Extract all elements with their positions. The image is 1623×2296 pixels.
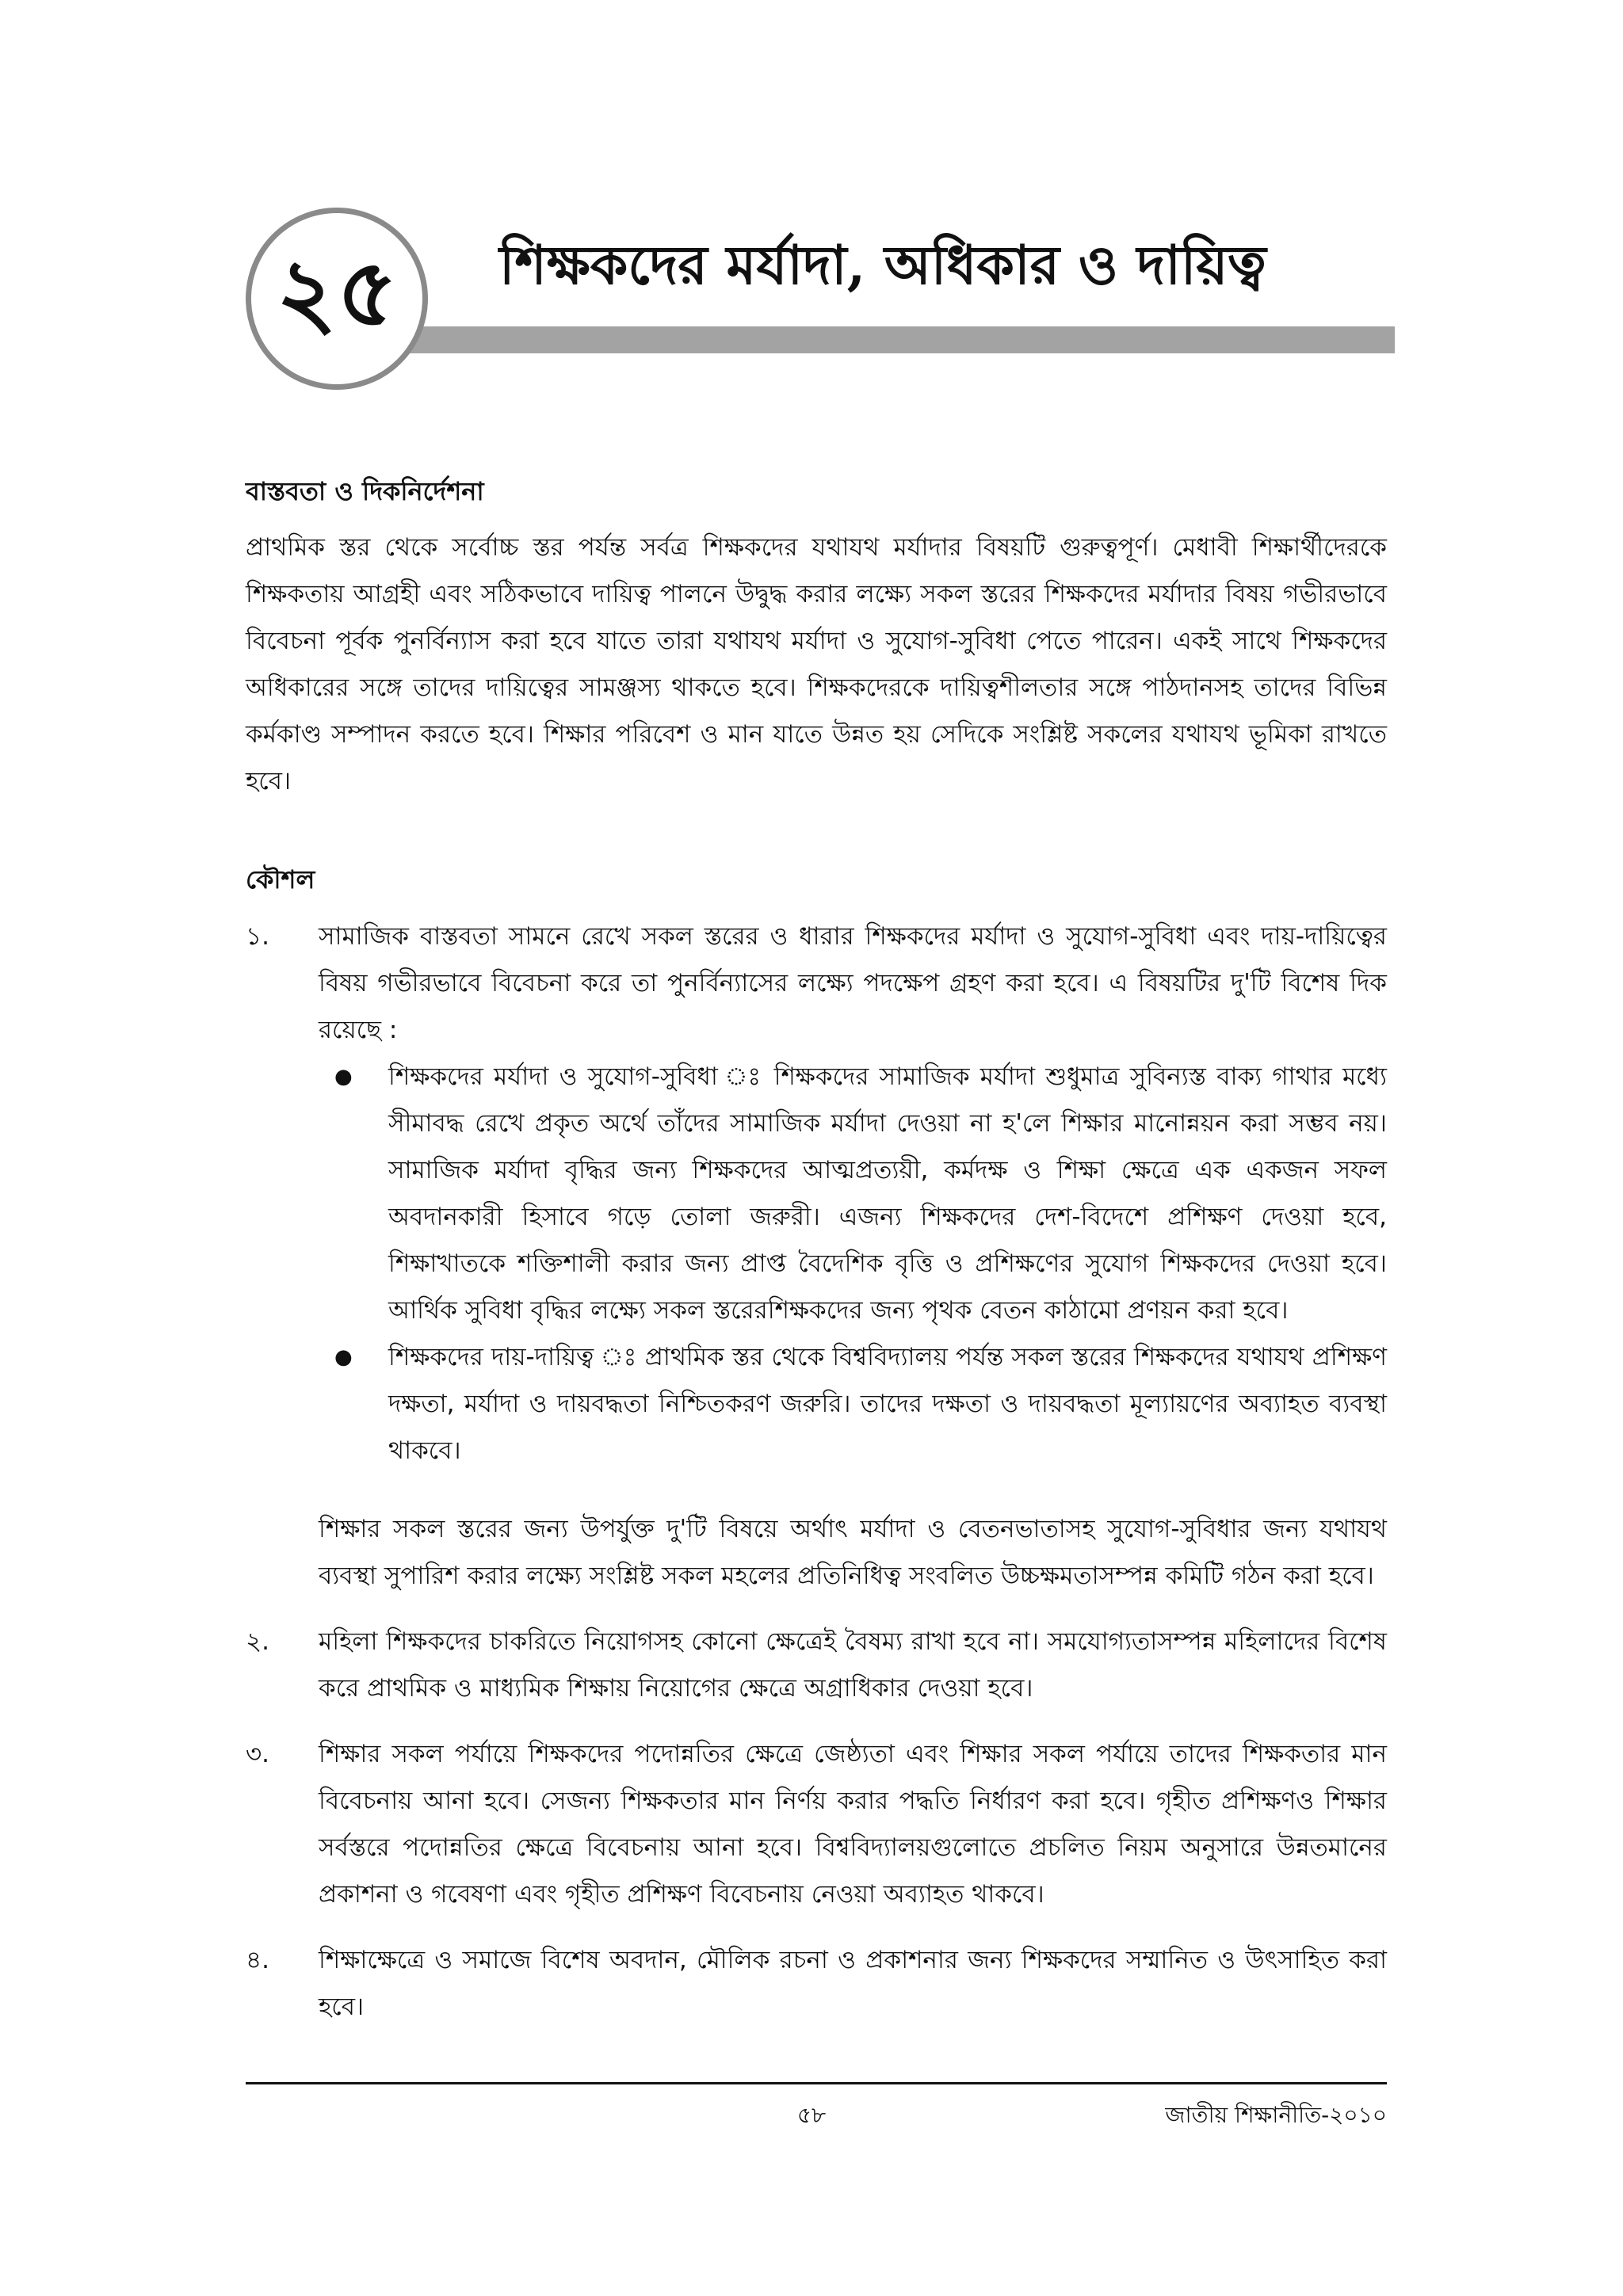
footer-document-title: জাতীয় শিক্ষানীতি-২০১০	[1165, 2102, 1387, 2128]
strategy-item-2	[246, 1619, 1387, 1712]
strategy-item-number: ১.	[246, 922, 269, 952]
strategy-item-number: ২.	[246, 1627, 270, 1657]
bullet-dot-icon: ●	[334, 1065, 353, 1089]
strategy-item-text: শিক্ষার সকল পর্যায়ে শিক্ষকদের পদোন্নতির ক্ষেত্রে জেষ্ঠ্যতা এবং শিক্ষার সকল পর্যায়ে তাদের শিক্ষকতার মান বিবেচনায় আনা হবে। সেজন্য শিক্ষকতার মান নির্ণয় করার পদ্ধতি নির্ধারণ করা হবে। গৃহীত প্রশিক্ষণও শিক্ষার সর্বস্তরে পদোন্নতির ক্ষেত্রে বিবেচনায় আনা হবে। বিশ্ববিদ্যালয়গুলোতে প্রচলিত নিয়ম অনুসারে উন্নতমানের প্রকাশনা ও গবেষণা এবং গৃহীত প্রশিক্ষণ বিবেচনায় নেওয়া অব্যাহত থাকবে।	[319, 1740, 1387, 1909]
bullet-item-responsibility	[319, 1334, 1387, 1474]
bullet-dot-icon: ●	[334, 1345, 353, 1370]
strategy-item-number: ৪.	[246, 1946, 269, 1975]
section-heading-reality: বাস্তবতা ও দিকনির্দেশনা	[246, 476, 484, 506]
page-number: ৫৮	[796, 2102, 827, 2128]
chapter-number-badge: ২৫	[246, 208, 428, 390]
strategy-list	[246, 913, 1387, 2031]
bullet-text: শিক্ষকদের মর্যাদা ও সুযোগ-সুবিধা ঃ শিক্ষকদের সামাজিক মর্যাদা শুধুমাত্র সুবিন্যস্ত বাক্য গাথার মধ্যে সীমাবদ্ধ রেখে প্রকৃত অর্থে তাঁদের সামাজিক মর্যাদা দেওয়া না হ'লে শিক্ষার মানোন্নয়ন করা সম্ভব নয়। সামাজিক মর্যাদা বৃদ্ধির জন্য শিক্ষকদের আত্মপ্রত্যয়ী, কর্মদক্ষ ও শিক্ষা ক্ষেত্রে এক একজন সফল অবদানকারী হিসাবে গড়ে তোলা জরুরী। এজন্য শিক্ষকদের দেশ-বিদেশে প্রশিক্ষণ দেওয়া হবে, শিক্ষাখাতকে শক্তিশালী করার জন্য প্রাপ্ত বৈদেশিক বৃত্তি ও প্রশিক্ষণের সুযোগ শিক্ষকদের দেওয়া হবে। আর্থিক সুবিধা বৃদ্ধির লক্ষ্যে সকল স্তরেরশিক্ষকদের জন্য পৃথক বেতন কাঠামো প্রণয়ন করা হবে।	[388, 1062, 1387, 1325]
reality-paragraph: প্রাথমিক স্তর থেকে সর্বোচ্চ স্তর পর্যন্ত সর্বত্র শিক্ষকদের যথাযথ মর্যাদার বিষয়টি গুরুত্বপূর্ণ। মেধাবী শিক্ষার্থীদেরকে শিক্ষকতায় আগ্রহী এবং সঠিকভাবে দায়িত্ব পালনে উদ্বুদ্ধ করার লক্ষ্যে সকল স্তরের শিক্ষকদের মর্যাদার বিষয় গভীরভাবে বিবেচনা পূর্বক পুনর্বিন্যাস করা হবে যাতে তারা যথাযথ মর্যাদা ও সুযোগ-সুবিধা পেতে পারেন। একই সাথে শিক্ষকদের অধিকারের সঙ্গে তাদের দায়িত্বের সামঞ্জস্য থাকতে হবে। শিক্ষকদেরকে দায়িত্বশীলতার সঙ্গে পাঠদানসহ তাদের বিভিন্ন কর্মকাণ্ড সম্পাদন করতে হবে। শিক্ষার পরিবেশ ও মান যাতে উন্নত হয় সেদিকে সংশ্লিষ্ট সকলের যথাযথ ভূমিকা রাখতে হবে।	[246, 532, 1387, 795]
strategy-item-number: ৩.	[246, 1740, 270, 1769]
chapter-content	[246, 475, 1387, 2050]
bullet-text: শিক্ষকদের দায়-দায়িত্ব ঃ প্রাথমিক স্তর থেকে বিশ্ববিদ্যালয় পর্যন্ত সকল স্তরের শিক্ষকদের যথাযথ প্রশিক্ষণ দক্ষতা, মর্যাদা ও দায়বদ্ধতা নিশ্চিতকরণ জরুরি। তাদের দক্ষতা ও দায়বদ্ধতা মূল্যায়ণের অব্যাহত ব্যবস্থা থাকবে।	[388, 1343, 1387, 1466]
chapter-title-underline-bar	[333, 326, 1395, 353]
strategy-item-3	[246, 1731, 1387, 1918]
strategy-item-1	[246, 913, 1387, 1600]
chapter-title: শিক্ষকদের মর্যাদা, অধিকার ও দায়িত্ব	[499, 234, 1266, 297]
strategy-item-text: সামাজিক বাস্তবতা সামনে রেখে সকল স্তরের ও ধারার শিক্ষকদের মর্যাদা ও সুযোগ-সুবিধা এবং দায়-দায়িত্বের বিষয় গভীরভাবে বিবেচনা করে তা পুনর্বিন্যাসের লক্ষ্যে পদক্ষেপ গ্রহণ করা হবে। এ বিষয়টির দু'টি বিশেষ দিক রয়েছে :	[319, 922, 1387, 1045]
bullet-item-dignity	[319, 1054, 1387, 1334]
strategy-item-text: শিক্ষাক্ষেত্রে ও সমাজে বিশেষ অবদান, মৌলিক রচনা ও প্রকাশনার জন্য শিক্ষকদের সম্মানিত ও উৎসাহিত করা হবে।	[319, 1946, 1387, 2022]
section-heading-strategy: কৌশল	[246, 864, 315, 894]
bullet-list	[319, 1054, 1387, 1474]
strategy-item-text: মহিলা শিক্ষকদের চাকরিতে নিয়োগসহ কোনো ক্ষেত্রেই বৈষম্য রাখা হবে না। সমযোগ্যতাসম্পন্ন মহিলাদের বিশেষ করে প্রাথমিক ও মাধ্যমিক শিক্ষায় নিয়োগের ক্ষেত্রে অগ্রাধিকার দেওয়া হবে।	[319, 1627, 1387, 1703]
footer-divider	[246, 2082, 1387, 2084]
strategy-item-4	[246, 1937, 1387, 2031]
committee-paragraph: শিক্ষার সকল স্তরের জন্য উপর্যুক্ত দু'টি বিষয়ে অর্থাৎ মর্যাদা ও বেতনভাতাসহ সুযোগ-সুবিধার জন্য যথাযথ ব্যবস্থা সুপারিশ করার লক্ষ্যে সংশ্লিষ্ট সকল মহলের প্রতিনিধিত্ব সংবলিত উচ্চক্ষমতাসম্পন্ন কমিটি গঠন করা হবে।	[319, 1515, 1387, 1591]
